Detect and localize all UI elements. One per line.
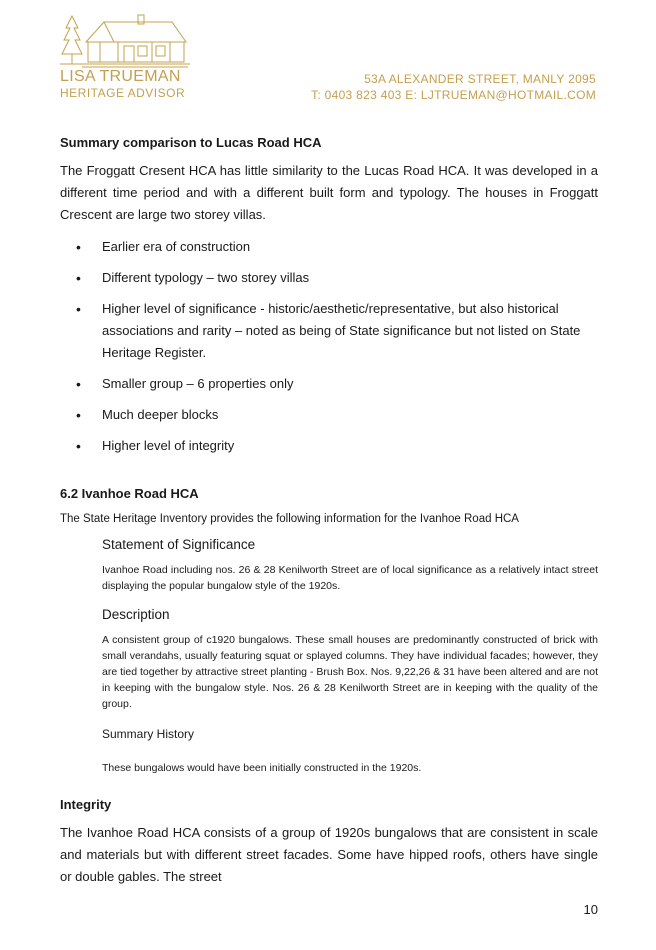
header-contact: T: 0403 823 403 E: LJTRUEMAN@HOTMAIL.COM (311, 88, 596, 102)
list-item: • Higher level of significance - historic/aesthetic/representative, but also historical associations and rarity – noted as being of State significance but not listed on State Heritage Register. (60, 298, 598, 364)
page-number: 10 (583, 902, 598, 917)
statement-heading: Statement of Significance (102, 537, 256, 552)
section-heading-lucas-comparison: Summary comparison to Lucas Road HCA (60, 135, 322, 150)
list-item: • Much deeper blocks (60, 404, 598, 426)
description-heading: Description (102, 607, 170, 622)
list-item: • Earlier era of construction (60, 236, 598, 258)
list-item: • Different typology – two storey villas (60, 267, 598, 289)
header-address: 53A ALEXANDER STREET, MANLY 2095 (364, 72, 596, 86)
letterhead (0, 0, 656, 110)
section-heading-integrity: Integrity (60, 797, 112, 812)
history-heading: Summary History (102, 727, 195, 741)
ivanhoe-intro: The State Heritage Inventory provides the following information for the Ivanhoe Road HCA (60, 513, 519, 525)
lucas-comparison-paragraph: The Froggatt Cresent HCA has little similarity to the Lucas Road HCA. It was developed in a different time period and with a different built form and typology. The houses in Froggatt Crescent are large two storey villas. (60, 163, 598, 222)
brand-subtitle: HERITAGE ADVISOR (60, 86, 186, 100)
section-heading-ivanhoe: 6.2 Ivanhoe Road HCA (60, 486, 199, 501)
heritage-house-logo-icon (60, 12, 190, 68)
inventory-quote (102, 536, 598, 776)
page-content (60, 124, 598, 898)
history-text: These bungalows would have been initially constructed in the 1920s. (102, 762, 422, 774)
statement-text: Ivanhoe Road including nos. 26 & 28 Kenilworth Street are of local significance as a relatively intact street displaying the popular bungalow style of the 1920s. (102, 564, 598, 592)
integrity-paragraph: The Ivanhoe Road HCA consists of a group of 1920s bungalows that are consistent in scale and materials but with different street facades. Some have hipped roofs, others have single or double gables. The street (60, 825, 598, 884)
comparison-bullet-list (60, 236, 598, 457)
brand-name: LISA TRUEMAN (60, 68, 181, 85)
description-text: A consistent group of c1920 bungalows. These small houses are predominantly constructed of brick with small verandahs, usually featuring squat or splayed columns. They have individual facades; however, they are tied together by attractive street planting - Brush Box. Nos. 9,22,26 & 31 have been altered and are not in keeping with the bungalow style. Nos. 26 & 28 Kenilworth Street are in keeping with the quality of the group. (102, 634, 598, 710)
list-item: • Smaller group – 6 properties only (60, 373, 598, 395)
list-item: • Higher level of integrity (60, 435, 598, 457)
